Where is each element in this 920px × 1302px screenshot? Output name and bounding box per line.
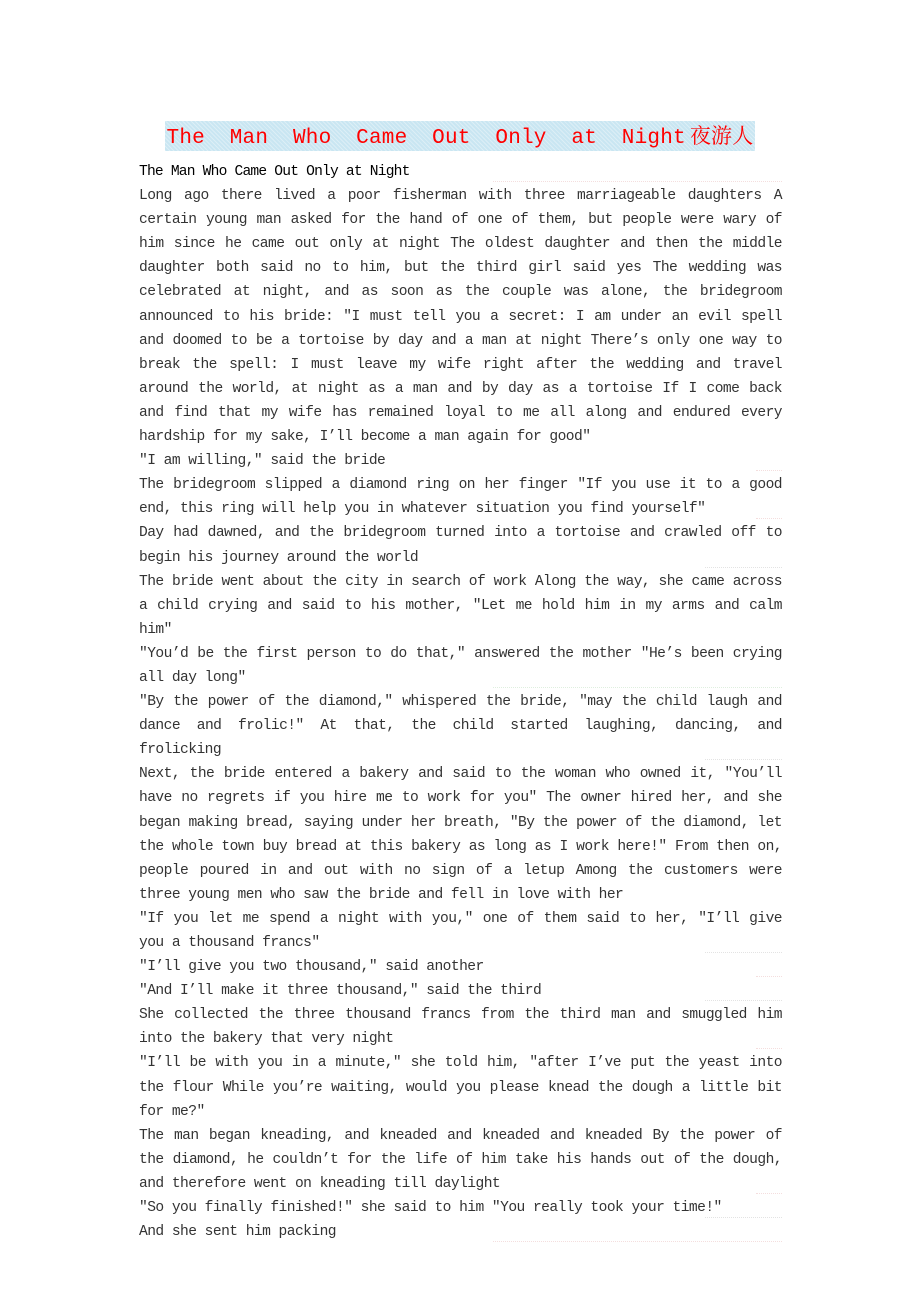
paragraph: The bride went about the city in search of work Along the way, she came across a child crying and said to his mother, ″Let me hold him in my arms and calm him″ [139,573,782,638]
paragraph: ″And I’ll make it three thousand,″ said the third [139,979,782,1003]
paragraph: ″I’ll be with you in a minute,″ she told him, ″after I’ve put the yeast into the flour While you’re waiting, would you please knead the dough a little bit for me?″ [139,1055,782,1120]
paragraph: Next, the bride entered a bakery and said to the woman who owned it, ″You’ll have no regrets if you hire me to work for you″ The owner hired her, and she began making bread, saying under her breath, ″By the power of the diamond, let the whole town buy bread at this bakery as long as I work here!″ From then on, people poured in and out with no sign of a letup Among the customers were three young men who saw the bride and fell in love with her [139,766,782,903]
document-body [139,160,782,1244]
paragraph: Day had dawned, and the bridegroom turned into a tortoise and crawled off to begin his journey around the world [139,521,782,569]
document-title [165,121,756,151]
paragraph: The man began kneading, and kneaded and kneaded and kneaded By the power of the diamond, he couldn’t for the life of him take his hands out of the dough, and therefore went on kneading till daylight [139,1124,782,1196]
paragraph: Long ago there lived a poor fisherman with three marriageable daughters A certain young man asked for the hand of one of them, but people were wary of him since he came out only at night The oldest daughter and then the middle daughter both said no to him, but the third girl said yes The wedding was celebrated at night, and as soon as the couple was alone, the bridegroom announced to his bride: ″I must tell you a secret: I am under an evil spell and doomed to be a tortoise by day and a man at night There’s only one way to break the spell: I must leave my wife right after the wedding and travel around the world, at night as a man and by day as a tortoise If I come back and find that my wife has remained loyal to me all along and endured every hardship for my sake, I’ll become a man again for good″ [139,188,782,446]
paragraph: ″If you let me spend a night with you,″ one of them said to her, ″I’ll give you a thousand francs″ [139,907,782,955]
paragraph: ″By the power of the diamond,″ whispered the bride, ″may the child laugh and dance and frolic!″ At that, the child started laughing, dancing, and frolicking [139,690,782,762]
title-chinese: 夜游人 [689,124,754,148]
paragraph: ″You’d be the first person to do that,″ answered the mother ″He’s been crying all day long″ [139,642,782,690]
title-english: The Man Who Came Out Only at Night [166,127,686,150]
paragraph: The bridegroom slipped a diamond ring on her finger ″If you use it to a good end, this ring will help you in whatever situation you find yourself″ [139,473,782,521]
paragraph: ″I am willing,″ said the bride [139,449,782,473]
paragraph: ″I’ll give you two thousand,″ said another [139,955,782,979]
paragraph: ″So you finally finished!″ she said to him ″You really took your time!″ [139,1196,782,1220]
title-container [0,121,920,151]
paragraph: She collected the three thousand francs from the third man and smuggled him into the bakery that very night [139,1003,782,1051]
paragraph: And she sent him packing [139,1220,782,1244]
story-heading: The Man Who Came Out Only at Night [139,160,782,184]
